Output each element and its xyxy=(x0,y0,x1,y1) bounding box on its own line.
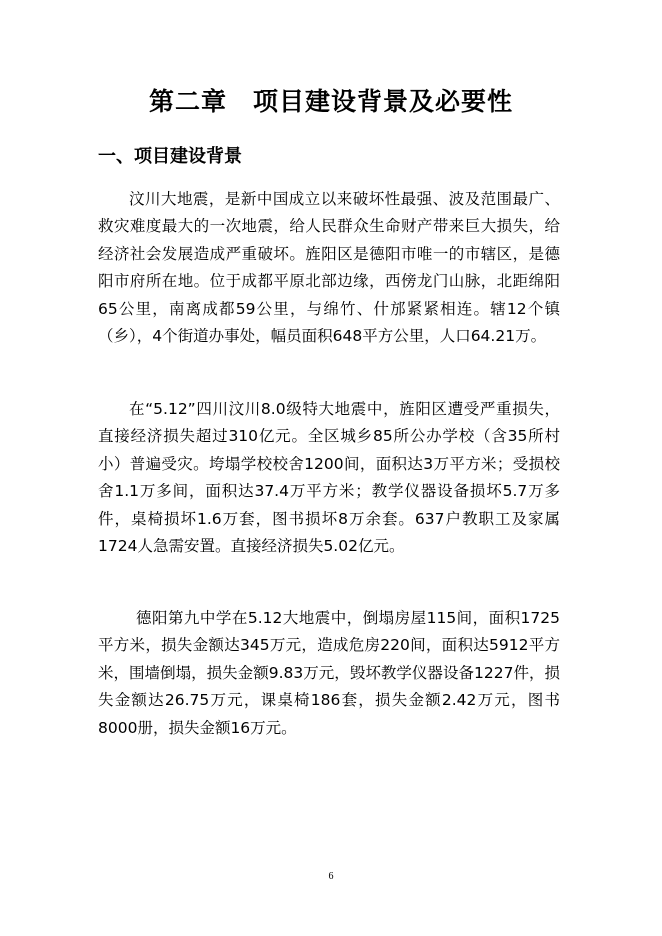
chapter-title: 第二章 项目建设背景及必要性 xyxy=(148,87,513,116)
paragraph-earthquake-overview: 汶川大地震，是新中国成立以来破坏性最强、波及范围最广、救灾难度最大的一次地震，给人民群众生命财产带来巨大损失，给经济社会发展造成严重破坏。旌阳区是德阳市唯一的市辖区，是德阳市府所在地。位于成都平原北部边缘，西傍龙门山脉，北距绵阳65公里，南离成都59公里，与绵竹、什邡紧紧相连。辖12个镇（乡），4个街道办事处，幅员面积648平方公里，人口64.21万。 xyxy=(98,190,560,346)
page-number: 6 xyxy=(328,871,334,882)
paragraph-school-losses: 德阳第九中学在5.12大地震中，倒塌房屋115间，面积1725平方米，损失金额达345万元，造成危房220间，面积达5912平方米，围墙倒塌，损失金额9.83万元，毁坏教学仪器设备1227件，损失金额达26.75万元，课桌椅186套，损失金额2.42万元，图书8000册，损失金额16万元。 xyxy=(98,609,560,737)
paragraph-district-losses: 在“5.12”四川汶川8.0级特大地震中，旌阳区遭受严重损失，直接经济损失超过310亿元。全区城乡85所公办学校（含35所村小）普遍受灾。垮塌学校校舍1200间，面积达3万平方米；受损校舍1.1万多间，面积达37.4万平方米；教学仪器设备损坏5.7万多件，桌椅损坏1.6万套，图书损坏8万余套。637户教职工及家属1724人急需安置。直接经济损失5.02亿元。 xyxy=(98,400,560,556)
section-title: 一、项目建设背景 xyxy=(98,146,242,167)
